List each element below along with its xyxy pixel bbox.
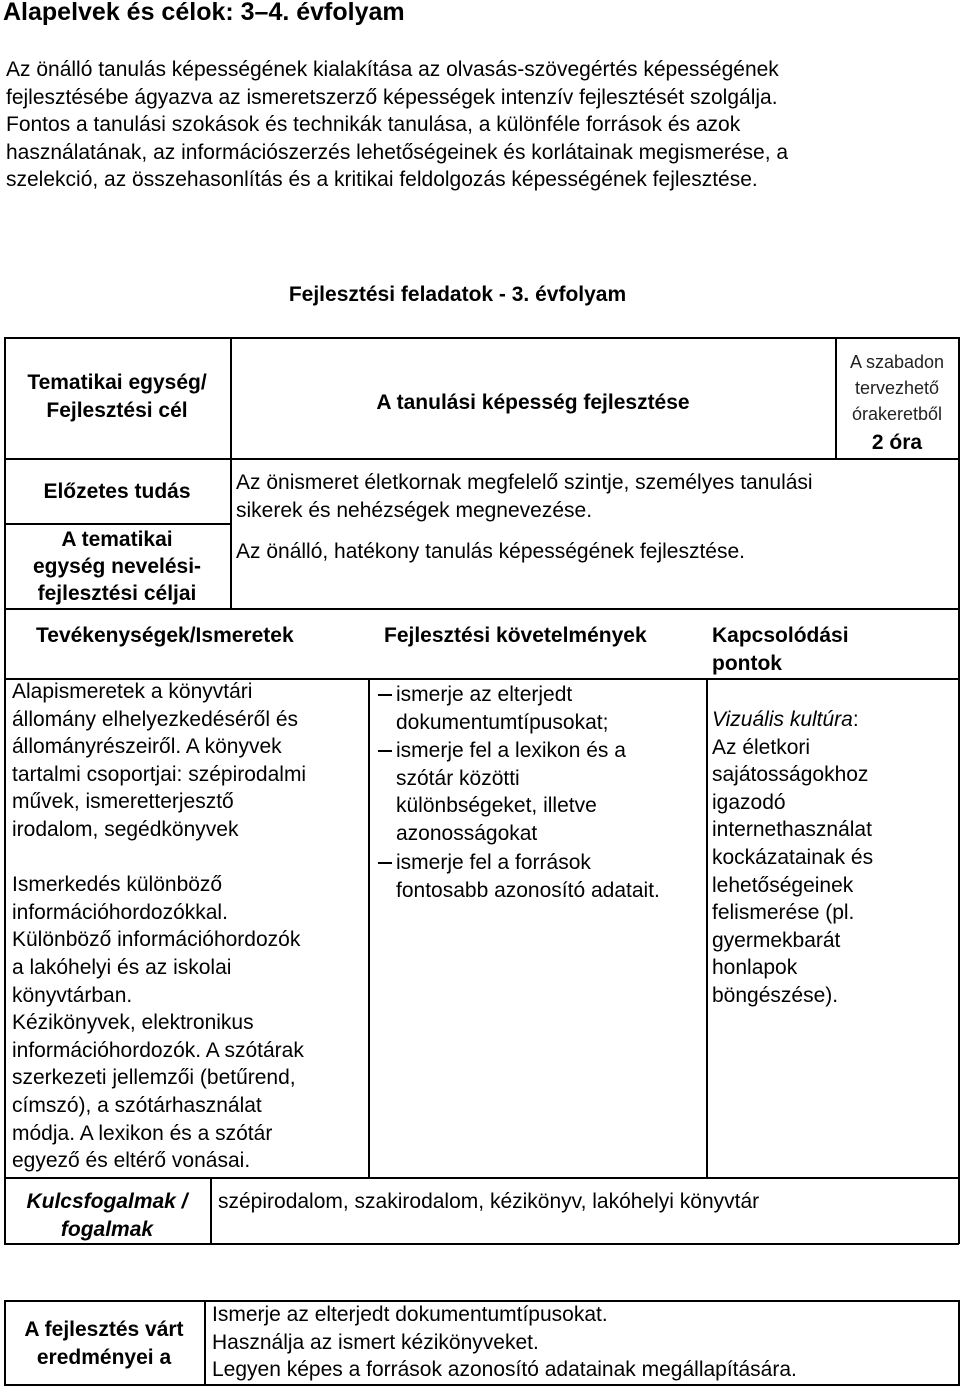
- dash-icon: [378, 694, 392, 696]
- text-line: sikerek és nehézségek megnevezése.: [236, 499, 593, 522]
- section-subheading: Fejlesztési feladatok - 3. évfolyam: [288, 283, 627, 306]
- header-line: pontok: [712, 651, 782, 675]
- activities-cell: [12, 678, 364, 1175]
- result-item: Ismerje az elterjedt dokumentumtípusokat.: [212, 1303, 608, 1326]
- text-line: állományrészeiről. A könyvek: [12, 735, 282, 759]
- col-header-connections: [712, 622, 849, 677]
- text-line: internethasználat: [712, 818, 872, 842]
- hours-label: [836, 349, 958, 427]
- col-header-requirements: Fejlesztési követelmények: [384, 624, 647, 647]
- subject-colon: :: [852, 708, 859, 731]
- connections-subject: [712, 706, 954, 734]
- label-line: Tematikai egység/: [27, 371, 207, 394]
- table-border: [958, 1300, 960, 1386]
- thematic-unit-label: [4, 369, 230, 424]
- table-border: [706, 678, 708, 1178]
- text-line: Kézikönyvek, elektronikus: [12, 1011, 254, 1035]
- connections-cell: [712, 706, 954, 1010]
- text-line: böngészése).: [712, 983, 839, 1007]
- text-line: információhordozók. A szótárak: [12, 1038, 304, 1062]
- text-line: [12, 844, 364, 872]
- requirement-item: [378, 681, 703, 736]
- label-line: egység nevelési-: [32, 555, 202, 578]
- text-line: Az életkori: [712, 735, 811, 759]
- text-line: szerkezeti jellemzői (betűrend,: [12, 1066, 296, 1090]
- text-line: Ismerkedés különböző: [12, 873, 223, 897]
- text-line: szótár közötti: [396, 766, 520, 790]
- table-border: [4, 337, 959, 339]
- table-border: [958, 337, 960, 1244]
- table-border: [4, 1384, 959, 1386]
- prior-knowledge-label: Előzetes tudás: [43, 480, 191, 503]
- intro-line: fejlesztésébe ágyazva az ismeretszerző képességek intenzív fejlesztését szolgálja.: [6, 85, 778, 109]
- text-line: a lakóhelyi és az iskolai: [12, 955, 232, 979]
- intro-line: használatának, az információszerzés lehetőségeinek és korlátainak megismerése, a: [6, 140, 789, 164]
- label-line: Fejlesztési cél: [46, 398, 188, 422]
- table-border: [4, 1177, 959, 1179]
- intro-line: Fontos a tanulási szokások és technikák tanulása, a különféle források és azok: [6, 113, 741, 136]
- subject-name: Vizuális kultúra: [712, 708, 853, 731]
- text-line: irodalom, segédkönyvek: [12, 817, 239, 841]
- keywords-value: szépirodalom, szakirodalom, kézikönyv, lakóhelyi könyvtár: [218, 1190, 760, 1213]
- table-border: [4, 608, 959, 610]
- table-border: [4, 337, 6, 1244]
- text-line: Az önismeret életkornak megfelelő szintje, személyes tanulási: [236, 471, 813, 494]
- goals-value: Az önálló, hatékony tanulás képességének fejlesztése.: [236, 540, 745, 563]
- label-line: órakeretből: [851, 404, 943, 424]
- dash-icon: [378, 750, 392, 752]
- text-line: gyermekbarát: [712, 928, 841, 952]
- results-items: [212, 1301, 956, 1384]
- label-line: A tematikai: [61, 528, 173, 551]
- label-line: A fejlesztés várt: [24, 1318, 184, 1341]
- table-border: [204, 1300, 206, 1386]
- table-border: [4, 458, 959, 460]
- text-line: azonosságokat: [396, 821, 538, 845]
- text-line: Alapismeretek a könyvtári: [12, 680, 253, 703]
- page-title: Alapelvek és célok: 3–4. évfolyam: [3, 0, 405, 26]
- text-line: ismerje az elterjedt: [396, 683, 573, 706]
- keywords-label: [4, 1188, 210, 1243]
- text-line: módja. A lexikon és a szótár: [12, 1121, 273, 1145]
- requirement-item: [378, 849, 703, 904]
- table-border: [210, 1177, 212, 1244]
- result-item: Használja az ismert kézikönyveket.: [212, 1330, 539, 1354]
- text-line: fontosabb azonosító adatait.: [396, 878, 660, 902]
- text-line: művek, ismeretterjesztő: [12, 790, 234, 814]
- label-line: eredményei a: [36, 1346, 172, 1369]
- text-line: Különböző információhordozók: [12, 928, 301, 952]
- results-label: [4, 1316, 204, 1372]
- label-line: tervezhető: [854, 378, 940, 398]
- text-line: igazodó: [712, 790, 786, 814]
- text-line: egyező és eltérő vonásai.: [12, 1149, 251, 1173]
- header-line: Kapcsolódási: [712, 624, 849, 647]
- text-line: lehetőségeinek: [712, 873, 854, 897]
- text-line: tartalmi csoportjai: szépirodalmi: [12, 762, 307, 786]
- text-line: könyvtárban.: [12, 983, 133, 1007]
- thematic-unit-value: A tanulási képesség fejlesztése: [376, 391, 690, 414]
- text-line: dokumentumtípusokat;: [396, 710, 609, 734]
- requirement-item: [378, 737, 703, 847]
- text-line: címszó), a szótárhasználat: [12, 1093, 262, 1117]
- label-line: fejlesztési céljai: [37, 582, 197, 605]
- prior-knowledge-value: [236, 469, 951, 525]
- text-line: sajátosságokhoz: [712, 763, 869, 787]
- table-border: [4, 1243, 959, 1245]
- text-line: ismerje fel a lexikon és a: [396, 739, 626, 762]
- text-line: honlapok: [712, 956, 798, 980]
- col-header-activities: Tevékenységek/Ismeretek: [36, 624, 294, 647]
- text-line: ismerje fel a források: [396, 851, 591, 874]
- result-item: Legyen képes a források azonosító adatainak megállapítására.: [212, 1358, 797, 1381]
- dash-icon: [378, 862, 392, 864]
- goals-label: [4, 526, 230, 607]
- intro-paragraph: [6, 56, 951, 194]
- table-border: [368, 678, 370, 1178]
- intro-line: Az önálló tanulás képességének kialakítása az olvasás-szövegértés képességének: [6, 58, 779, 81]
- label-line: A szabadon: [849, 352, 945, 372]
- label-line: fogalmak: [60, 1217, 154, 1241]
- text-line: különbségeket, illetve: [396, 794, 597, 817]
- text-line: kockázatainak és: [712, 845, 874, 869]
- table-border: [4, 523, 230, 525]
- text-line: állomány elhelyezkedéséről és: [12, 707, 298, 731]
- intro-line: szelekció, az összehasonlítás és a kritikai feldolgozás képességének fejlesztése.: [6, 168, 758, 191]
- label-line: Kulcsfogalmak /: [26, 1190, 188, 1213]
- hours-value: 2 óra: [871, 431, 923, 454]
- table-border: [230, 337, 232, 609]
- text-line: felismerése (pl.: [712, 901, 855, 925]
- text-line: információhordozókkal.: [12, 900, 228, 924]
